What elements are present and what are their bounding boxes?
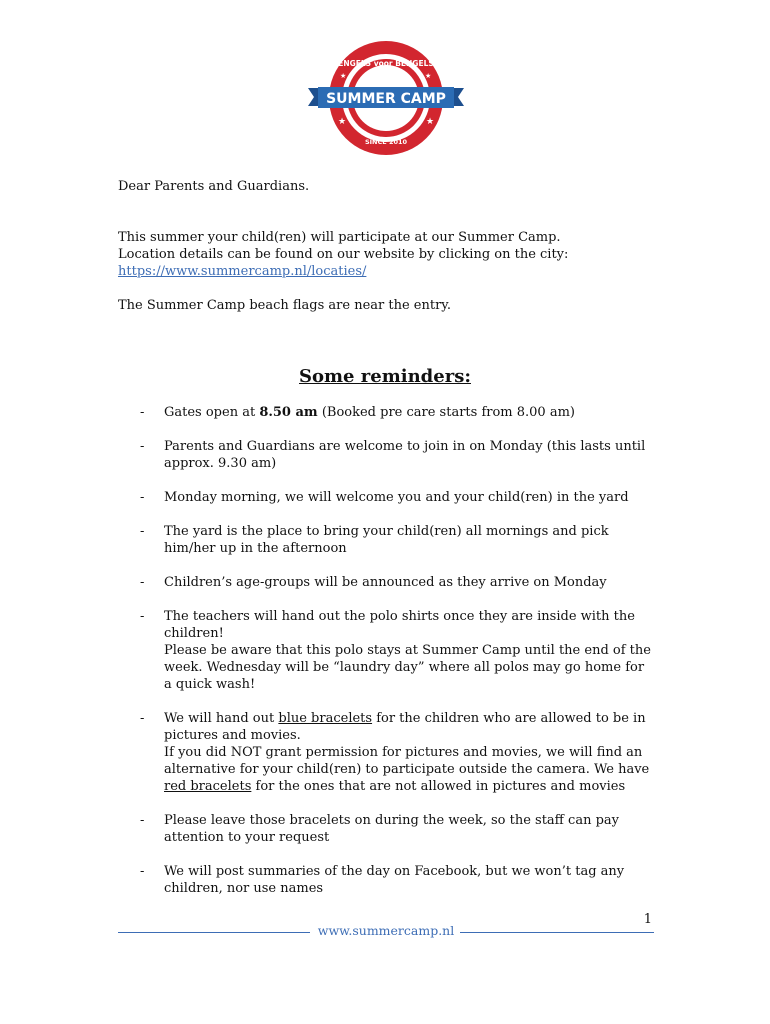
list-item: - We will post summaries of the day on Facebook, but we won’t tag any children, nor use names <box>140 864 625 896</box>
footer-rule-right <box>460 932 654 933</box>
locations-link[interactable]: https://www.summercamp.nl/locaties/ <box>118 264 367 279</box>
list-item: - Gates open at 8.50 am (Booked pre care starts from 8.00 am) <box>140 405 575 420</box>
svg-text:★: ★ <box>340 72 347 80</box>
gate-time: 8.50 am <box>259 405 318 420</box>
logo-bottom-text: SINCE 2010 <box>364 138 408 146</box>
list-item: - Parents and Guardians are welcome to join in on Monday (this lasts until approx. 9.30 am) <box>140 439 646 471</box>
svg-text:★: ★ <box>338 117 347 127</box>
intro-line-1: This summer your child(ren) will participate at our Summer Camp. <box>118 230 561 245</box>
greeting: Dear Parents and Guardians. <box>118 179 310 194</box>
red-bracelets: red bracelets <box>164 779 252 794</box>
footer-website-link[interactable]: www.summercamp.nl <box>317 923 455 938</box>
footer <box>118 923 654 941</box>
list-item: - Monday morning, we will welcome you and your child(ren) in the yard <box>140 490 629 505</box>
list-item: - The yard is the place to bring your child(ren) all mornings and pick him/her up in the afternoon <box>140 524 609 556</box>
logo-banner-text: SUMMER CAMP <box>326 91 446 107</box>
svg-text:★: ★ <box>426 117 435 127</box>
page-number: 1 <box>643 912 652 927</box>
summer-camp-logo <box>306 40 466 158</box>
list-item: - Children’s age-groups will be announced as they arrive on Monday <box>140 575 607 590</box>
svg-text:★: ★ <box>425 72 432 80</box>
list-item: - Please leave those bracelets on during the week, so the staff can pay attention to your request <box>140 813 619 845</box>
blue-bracelets: blue bracelets <box>278 711 373 726</box>
list-item: - The teachers will hand out the polo shirts once they are inside with the children! Please be aware that this polo stays at Summer Camp until the end of the week. Wednesday will be “laundry day” where all polos may go home for a quick wash! <box>140 609 651 692</box>
flags-note: The Summer Camp beach flags are near the entry. <box>118 298 452 313</box>
intro-line-2: Location details can be found on our website by clicking on the city: <box>118 247 569 262</box>
reminders-list <box>140 404 660 897</box>
logo-top-text: ENGELS voor BENGELS <box>338 59 434 68</box>
reminders-heading: Some reminders: <box>299 366 471 387</box>
list-item: - We will hand out blue bracelets for the children who are allowed to be in pictures and movies. If you did NOT grant permission for pictures and movies, we will find an alternative for your child(ren) to participate outside the camera. We have red bracelets for the ones that are not allowed in pictures and movies <box>140 711 650 794</box>
